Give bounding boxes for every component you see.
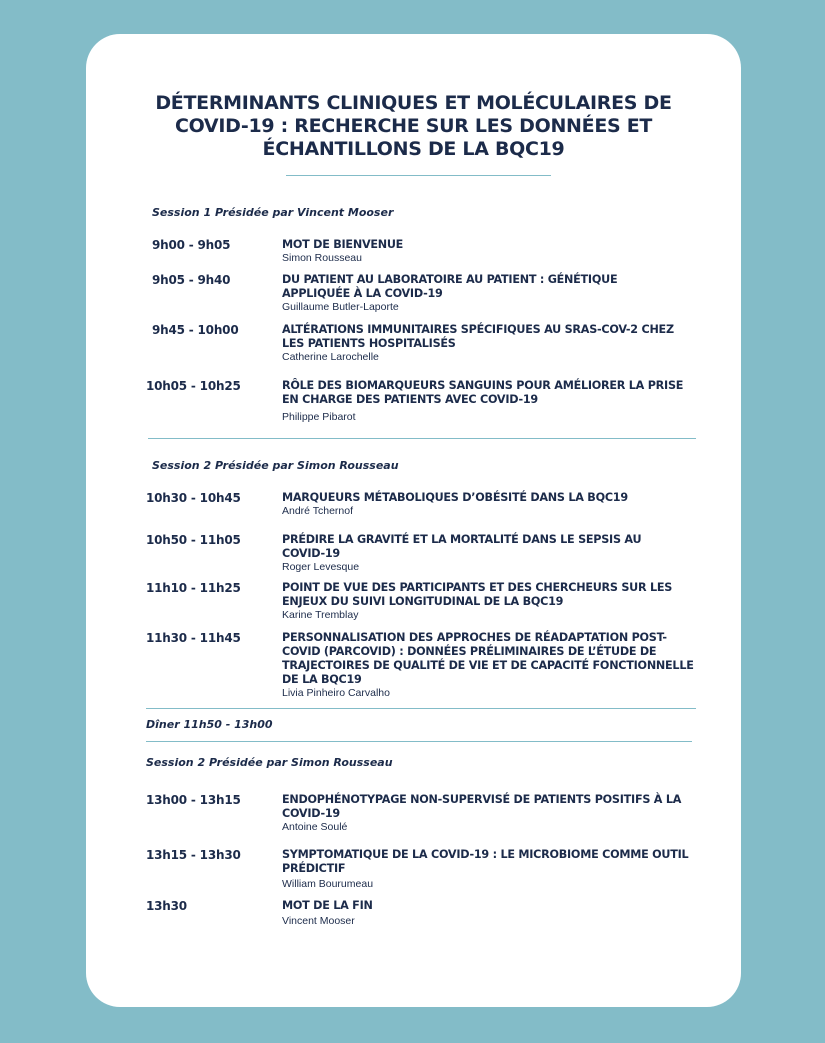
agenda-talk xyxy=(282,793,712,834)
agenda-talk xyxy=(282,273,712,314)
talk-title: RÔLE DES BIOMARQUEURS SANGUINS POUR AMÉLIORER LA PRISE xyxy=(282,379,684,392)
session-divider xyxy=(148,438,696,439)
talk-title: COVID (PARCOVID) : DONNÉES PRÉLIMINAIRES DE L’ÉTUDE DE xyxy=(282,645,657,658)
talk-title: MARQUEURS MÉTABOLIQUES D’OBÉSITÉ DANS LA BQC19 xyxy=(282,491,628,504)
speaker-name: Antoine Soulé xyxy=(282,821,348,833)
speaker-name: Simon Rousseau xyxy=(282,252,362,264)
agenda-talk xyxy=(282,533,712,574)
agenda-talk xyxy=(282,491,712,518)
agenda-time: 10h05 - 10h25 xyxy=(146,379,241,393)
agenda-talk xyxy=(282,899,712,928)
agenda-talk xyxy=(282,238,712,265)
talk-title: MOT DE LA FIN xyxy=(282,899,373,912)
talk-title: POINT DE VUE DES PARTICIPANTS ET DES CHERCHEURS SUR LES xyxy=(282,581,673,594)
speaker-name: Catherine Larochelle xyxy=(282,351,379,363)
talk-title: PRÉDICTIF xyxy=(282,862,346,875)
agenda-talk xyxy=(282,323,712,364)
talk-title: DU PATIENT AU LABORATOIRE AU PATIENT : GÉNÉTIQUE xyxy=(282,273,618,286)
agenda-talk xyxy=(282,631,712,700)
agenda-time: 11h10 - 11h25 xyxy=(146,581,241,595)
talk-title: MOT DE BIENVENUE xyxy=(282,238,404,251)
talk-title: TRAJECTOIRES DE QUALITÉ DE VIE ET DE CAPACITÉ FONCTIONNELLE xyxy=(282,659,694,672)
title-line: DÉTERMINANTS CLINIQUES ET MOLÉCULAIRES DE xyxy=(155,92,672,114)
agenda-time: 9h05 - 9h40 xyxy=(152,273,231,287)
speaker-name: Livia Pinheiro Carvalho xyxy=(282,687,390,699)
speaker-name: Guillaume Butler-Laporte xyxy=(282,301,399,313)
talk-title: LES PATIENTS HOSPITALISÉS xyxy=(282,337,456,350)
speaker-name: Roger Levesque xyxy=(282,561,360,573)
agenda-talk xyxy=(282,848,712,891)
speaker-name: Philippe Pibarot xyxy=(282,411,356,423)
talk-title: DE LA BQC19 xyxy=(282,673,362,686)
talk-title: COVID-19 xyxy=(282,807,340,820)
session-3-heading: Session 2 Présidée par Simon Rousseau xyxy=(146,756,393,769)
session-1-heading: Session 1 Présidée par Vincent Mooser xyxy=(152,206,394,219)
talk-title: APPLIQUÉE À LA COVID-19 xyxy=(282,287,443,300)
speaker-name: André Tchernof xyxy=(282,505,354,517)
speaker-name: Karine Tremblay xyxy=(282,609,359,621)
talk-title: ENJEUX DU SUIVI LONGITUDINAL DE LA BQC19 xyxy=(282,595,564,608)
title-line: ÉCHANTILLONS DE LA BQC19 xyxy=(262,138,565,160)
agenda-time: 13h30 xyxy=(146,899,187,913)
agenda-talk xyxy=(282,581,712,622)
talk-title: ALTÉRATIONS IMMUNITAIRES SPÉCIFIQUES AU SRAS-COV-2 CHEZ xyxy=(282,323,674,336)
program-card xyxy=(86,34,741,1007)
talk-title: COVID-19 xyxy=(282,547,340,560)
session-divider xyxy=(146,741,692,742)
title-line: COVID-19 : RECHERCHE SUR LES DONNÉES ET xyxy=(174,115,653,137)
talk-title: SYMPTOMATIQUE DE LA COVID-19 : LE MICROBIOME COMME OUTIL xyxy=(282,848,689,861)
agenda-time: 13h00 - 13h15 xyxy=(146,793,241,807)
talk-title: ENDOPHÉNOTYPAGE NON-SUPERVISÉ DE PATIENTS POSITIFS À LA xyxy=(282,793,682,806)
agenda-time: 11h30 - 11h45 xyxy=(146,631,241,645)
agenda-time: 10h30 - 10h45 xyxy=(146,491,241,505)
talk-title: PRÉDIRE LA GRAVITÉ ET LA MORTALITÉ DANS LE SEPSIS AU xyxy=(282,533,642,546)
agenda-time: 13h15 - 13h30 xyxy=(146,848,241,862)
page-title xyxy=(126,92,701,161)
speaker-name: Vincent Mooser xyxy=(282,915,355,927)
talk-title: EN CHARGE DES PATIENTS AVEC COVID-19 xyxy=(282,393,538,406)
session-2-heading: Session 2 Présidée par Simon Rousseau xyxy=(152,459,399,472)
title-underline xyxy=(286,175,551,176)
agenda-time: 9h45 - 10h00 xyxy=(152,323,239,337)
agenda-talk xyxy=(282,379,712,424)
agenda-time: 9h00 - 9h05 xyxy=(152,238,231,252)
agenda-time: 10h50 - 11h05 xyxy=(146,533,241,547)
speaker-name: William Bourumeau xyxy=(282,878,374,890)
session-divider xyxy=(146,708,696,709)
talk-title: PERSONNALISATION DES APPROCHES DE RÉADAPTATION POST- xyxy=(282,631,667,644)
lunch-break: Dîner 11h50 - 13h00 xyxy=(146,718,273,731)
